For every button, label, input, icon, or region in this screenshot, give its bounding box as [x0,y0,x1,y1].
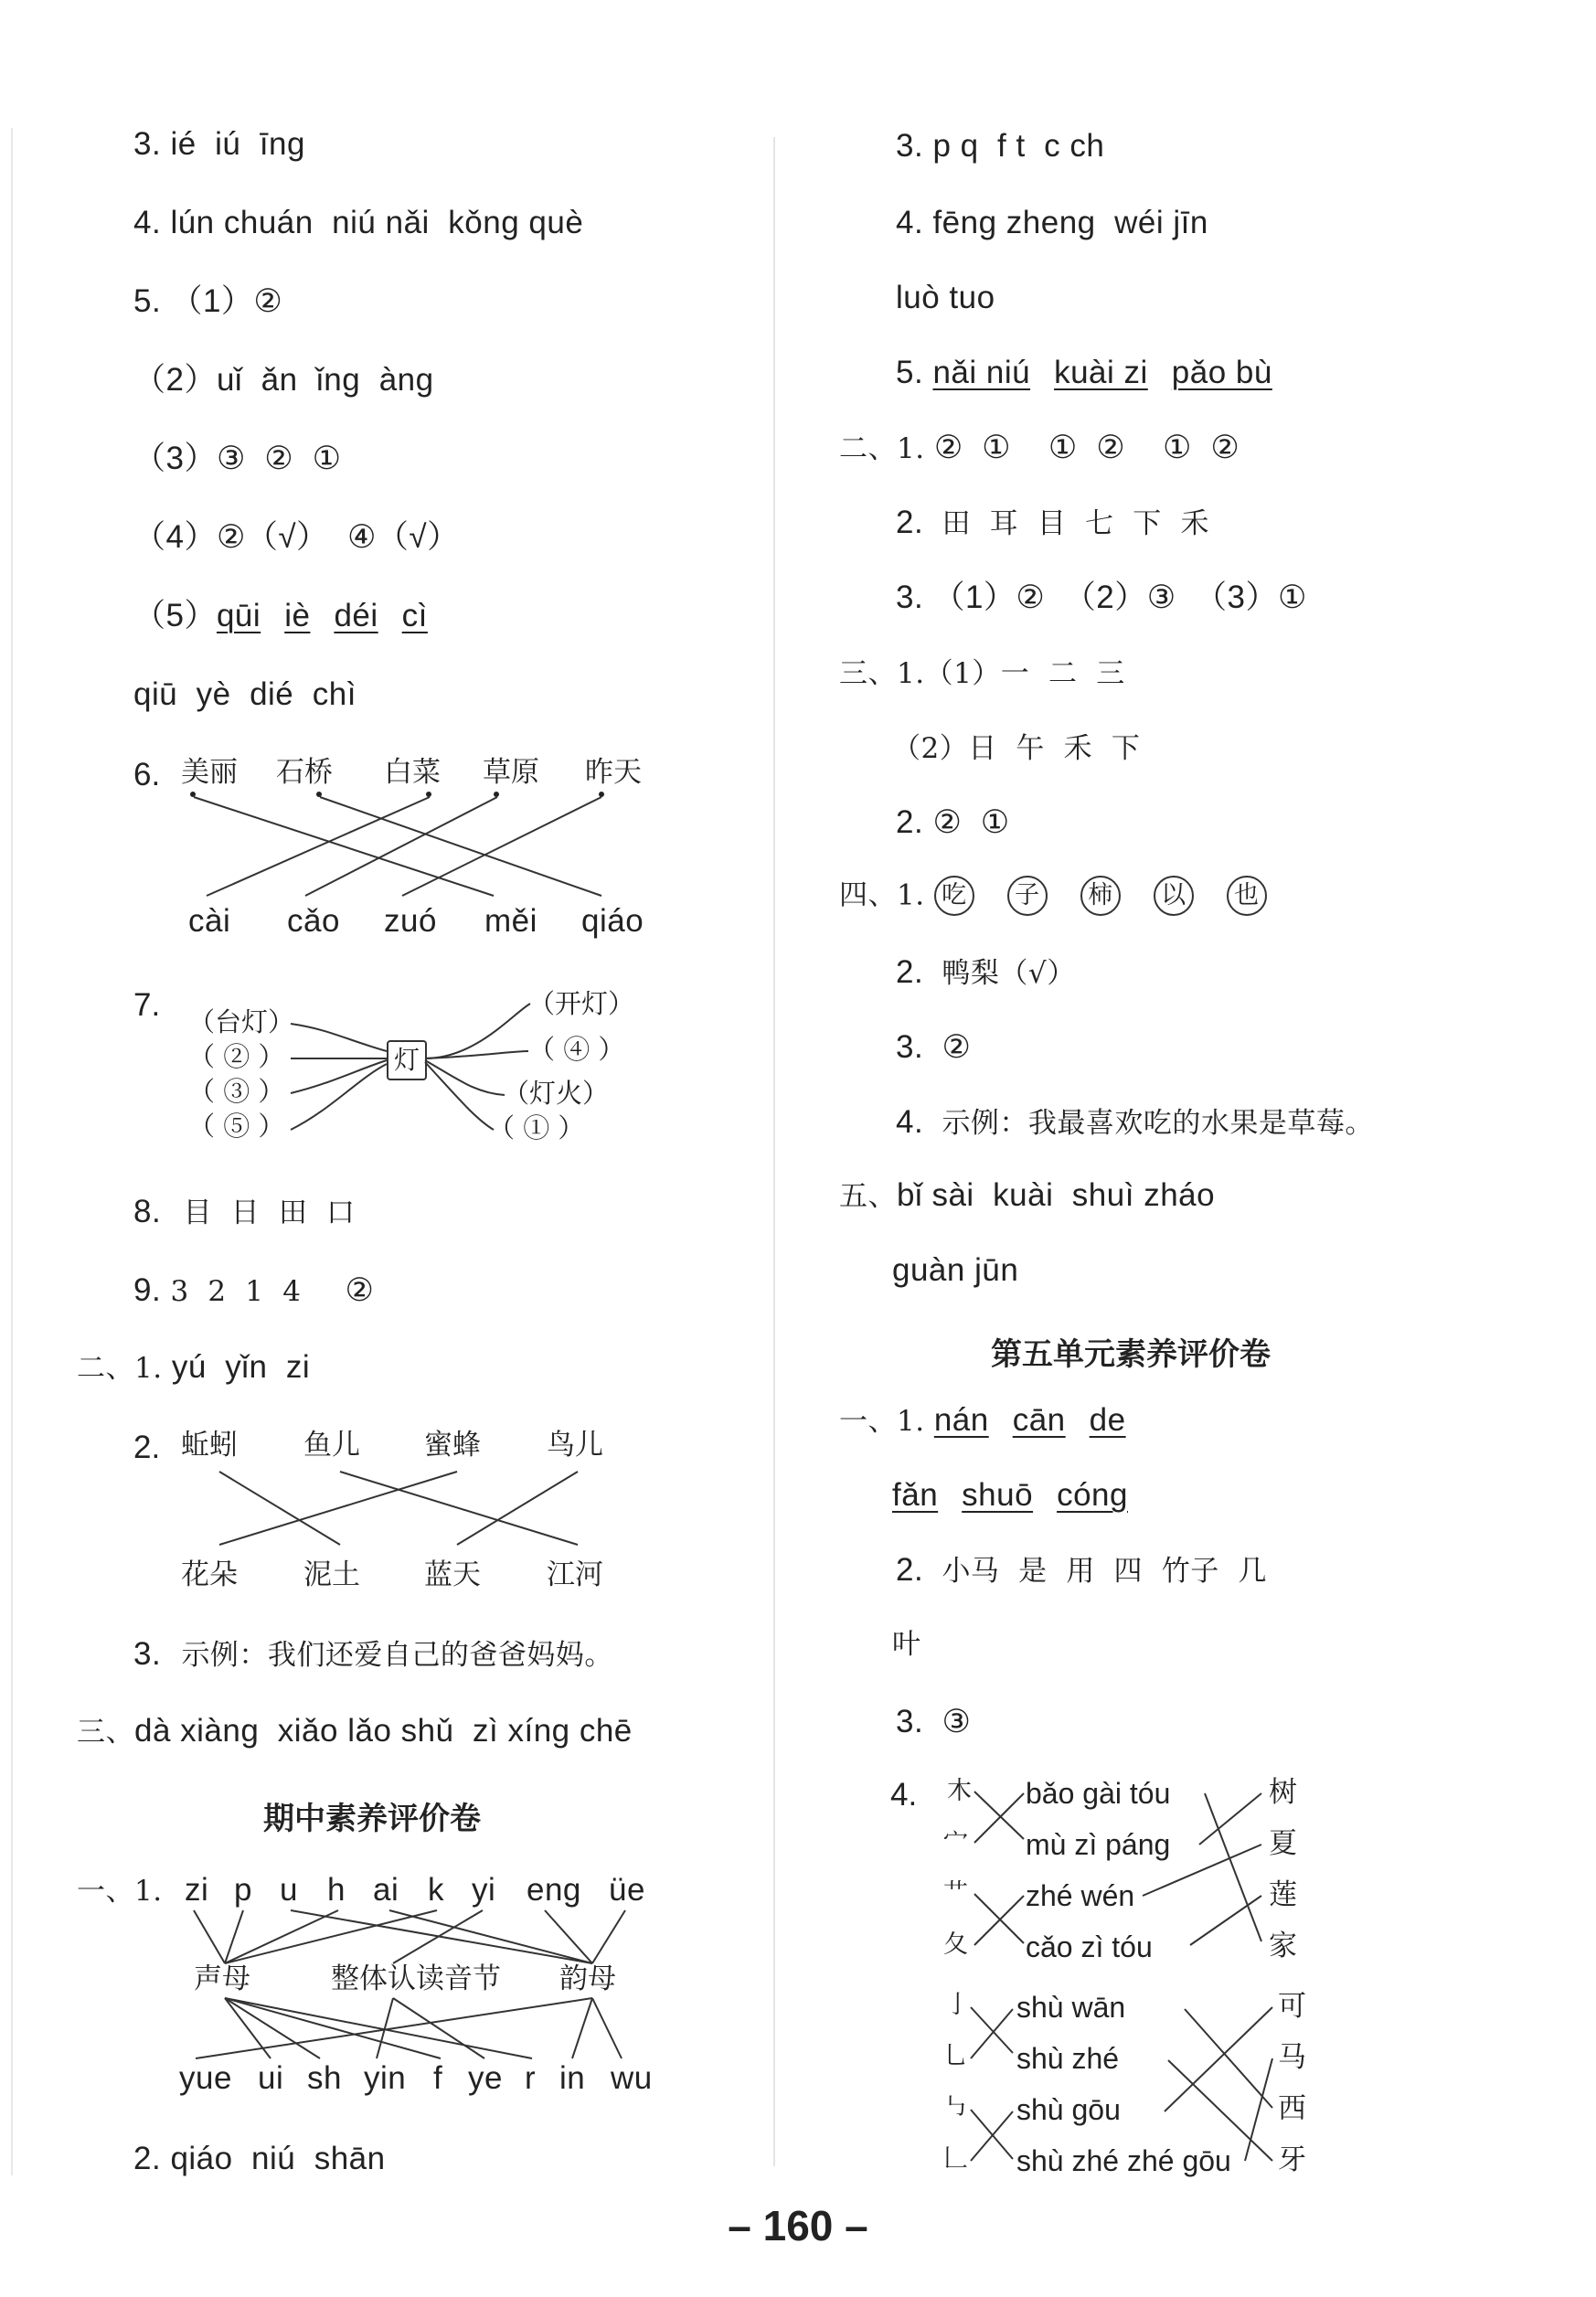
char1-2: 莲 [1269,1878,1297,1911]
right-q3: 3. p q f t c ch [896,128,1105,164]
match-line [974,1894,1024,1943]
stroke-2: ㇉ [943,2093,968,2122]
match-line [592,1910,625,1963]
stroke-name-3: cǎo zì tóu [1026,1930,1153,1963]
char2-0: 可 [1278,1990,1306,2023]
left-q6-num: 6. [133,757,161,792]
q6-top-3: 草原 [483,756,539,789]
circled-char: 柿 [1080,876,1121,916]
match-line [1143,1845,1261,1896]
match-line [320,797,601,896]
right-sec3-q2: 2. ② ① [896,804,1010,840]
mt-top-2: u [280,1872,298,1908]
q7-link [291,1024,387,1051]
mt-bot-0: yue [179,2060,232,2096]
mt-top-3: h [327,1872,346,1908]
left-q5-l2: （2）uǐ ǎn ǐng àng [133,362,434,398]
mt-bot-1: ui [258,2060,284,2096]
page-number: – 160 – [728,2202,868,2249]
match-line [291,1910,592,1963]
q7-link [291,1060,387,1093]
left-q5-l6: qiū yè dié chì [133,676,356,712]
left-q5-l5: （5）qūi iè déi cì [133,598,428,633]
unit5-q2-l2: 叶 [892,1628,920,1661]
sec2-q2-top-2: 蜜蜂 [424,1429,481,1462]
match-line [305,797,497,896]
circled-char: 子 [1007,876,1048,916]
stroke2-name-1: shù zhé [1016,2042,1120,2075]
q6-top-0: 美丽 [181,756,238,789]
match-line [971,2110,1013,2159]
match-line [225,1910,338,1963]
left-q5-l4: （4）②（√） ④（√） [133,519,460,555]
char1-0: 树 [1269,1776,1297,1809]
left-sec2: 二、1. yú yǐn zi [77,1349,311,1385]
right-sec3-l2: （2）日 午 禾 下 [892,732,1141,765]
sec2-q2-num: 2. [133,1430,161,1465]
right-sec4-q2: 2. 鸭梨（√） [896,954,1076,990]
left-q5-l3: （3）③ ② ① [133,441,342,476]
match-line [219,1472,340,1545]
q7-right-1: （ ④ ） [528,1034,625,1065]
left-q5-l1: 5. （1）② [133,283,283,319]
unit5-q3: 3. ③ [896,1704,972,1739]
right-q5: 5. nǎi niú kuài zi pǎo bù [896,355,1272,390]
q7-right-3: （ ① ） [488,1112,585,1143]
midterm-title: 期中素养评价卷 [263,1801,481,1837]
mt-mid-1: 整体认读音节 [331,1962,501,1995]
match-line [974,1896,1024,1945]
mt-bot-5: ye [468,2060,503,2096]
q6-bottom-3: měi [484,903,537,939]
match-line [402,797,601,896]
match-line [1165,2007,1272,2111]
mt-bot-8: wu [611,2060,653,2096]
stroke-name-0: bǎo gài tóu [1026,1777,1171,1810]
midterm-q2: 2. qiáo niú shān [133,2141,386,2176]
match-line [974,1792,1024,1839]
match-line [457,1472,578,1545]
match-line [225,1998,271,2058]
q7-center-box: 灯 [387,1040,427,1080]
q6-bottom-1: cǎo [287,903,340,939]
sec2-q2-bottom-0: 花朵 [181,1558,238,1591]
right-sec2-q3: 3. （1）② （2）③ （3）① [896,580,1307,615]
mt-mid-0: 声母 [194,1962,250,1995]
right-sec4: 四、1. 吃 子 柿 以 也 [839,876,1300,916]
sec2-q2-top-1: 鱼儿 [303,1429,360,1462]
right-sec4-q3: 3. ② [896,1029,972,1065]
unit5-title: 第五单元素养评价卷 [991,1336,1271,1373]
q7-right-0: （开灯） [528,988,635,1019]
mt-bot-7: in [559,2060,586,2096]
match-line [971,2111,1013,2161]
radical-0: 木 [947,1777,972,1805]
q7-right-2: （灯火） [503,1078,610,1109]
mt-top-0: zi [185,1872,209,1908]
mt-mid-2: 韵母 [559,1962,616,1995]
left-sec3: 三、dà xiàng xiǎo lǎo shǔ zì xíng chē [77,1713,633,1749]
mt-top-8: üe [609,1872,645,1908]
match-line [592,1998,622,2058]
match-line [389,1910,592,1963]
unit5-q1-r1: 一、1. nán cān de [839,1402,1126,1438]
match-line [1245,2058,1272,2161]
mt-bot-6: r [525,2060,537,2096]
q7-link [425,1004,530,1058]
mt-bot-2: sh [307,2060,342,2096]
q6-bottom-0: cài [188,903,231,939]
match-line [1190,1896,1261,1945]
circled-char: 以 [1154,876,1194,916]
char2-2: 西 [1278,2092,1306,2125]
right-sec5-l2: guàn jūn [892,1252,1019,1288]
q6-top-4: 昨天 [585,756,642,789]
match-line [1168,2060,1272,2161]
stroke-1: 乚 [943,2042,968,2070]
midterm-q1-label: 一、1. [77,1875,163,1908]
stroke-name-2: zhé wén [1026,1879,1135,1912]
q6-top-2: 白菜 [384,756,441,789]
q6-top-1: 石桥 [276,756,333,789]
q6-bottom-2: zuó [384,903,437,939]
left-q3: 3. ié iú īng [133,126,305,162]
right-sec4-q4: 4. 示例：我最喜欢吃的水果是草莓。 [896,1104,1374,1140]
right-sec3-l1: 三、1.（1）一 二 三 [839,657,1125,690]
radical-3: 夂 [943,1930,968,1959]
right-sec5-l1: 五、bǐ sài kuài shuì zháo [839,1177,1216,1213]
q7-link [425,1062,494,1130]
left-q8: 8. 目 日 田 口 [133,1194,356,1229]
sec2-q2-bottom-3: 江河 [547,1558,603,1591]
mt-top-5: k [428,1872,444,1908]
q7-left-0: （台灯） [188,1006,295,1037]
radical-1: 宀 [943,1828,968,1856]
left-q4: 4. lún chuán niú nǎi kǒng què [133,205,584,240]
left-q9: 9. 3 2 1 4 ② [133,1272,375,1308]
q7-link [291,1064,387,1130]
unit5-q2-l1: 2. 小马 是 用 四 竹子 几 [896,1552,1267,1588]
q7-link [425,1051,528,1058]
mt-top-7: eng [527,1872,581,1908]
circled-char: 吃 [934,876,974,916]
mt-top-6: yi [472,1872,496,1908]
stroke2-name-2: shù gōu [1016,2093,1121,2126]
unit5-q4-num: 4. [890,1777,918,1813]
mt-bot-4: f [433,2060,443,2096]
mt-top-1: p [234,1872,252,1908]
sec2-q2-bottom-1: 泥土 [303,1558,360,1591]
match-line [194,1910,225,1963]
mt-top-4: ai [373,1872,399,1908]
q7-left-3: （ ⑤ ） [188,1111,285,1142]
match-line [219,1472,457,1545]
right-q4-l2: luò tuo [896,280,995,315]
unit5-q1-r2: fǎn shuō cóng [892,1477,1128,1513]
char1-1: 夏 [1269,1827,1297,1860]
char2-1: 马 [1278,2041,1306,2074]
radical-2: 艹 [943,1879,968,1908]
mt-bot-3: yin [364,2060,407,2096]
stroke2-name-0: shù wān [1016,1991,1126,2024]
q6-bottom-4: qiáo [581,903,644,939]
sec2-q2-bottom-2: 蓝天 [424,1558,481,1591]
sec2-q3: 3. 示例：我们还爱自己的爸爸妈妈。 [133,1636,613,1672]
right-sec2: 二、1. ② ① ① ② ① ② [839,430,1240,465]
match-line [974,1793,1024,1843]
sec2-q2-top-0: 蚯蚓 [181,1429,238,1462]
left-q7-num: 7. [133,987,161,1023]
char2-3: 牙 [1278,2143,1306,2176]
char1-3: 家 [1269,1930,1297,1962]
right-q4-l1: 4. fēng zheng wéi jīn [896,205,1208,240]
match-line [1185,2009,1272,2108]
q7-link [425,1060,505,1095]
right-sec2-q2: 2. 田 耳 目 七 下 禾 [896,505,1209,540]
stroke-3: 𠃊 [943,2144,968,2173]
q7-left-2: （ ③ ） [188,1076,285,1107]
match-line [971,2009,1013,2058]
match-line [572,1998,592,2058]
match-line [340,1472,578,1545]
sec2-q2-top-3: 鸟儿 [547,1429,603,1462]
stroke-0: 亅 [945,1991,970,2019]
q7-left-1: （ ② ） [188,1041,285,1072]
circled-char: 也 [1227,876,1267,916]
stroke2-name-3: shù zhé zhé gōu [1016,2144,1231,2177]
match-line [971,2007,1013,2053]
stroke-name-1: mù zì páng [1026,1828,1171,1861]
